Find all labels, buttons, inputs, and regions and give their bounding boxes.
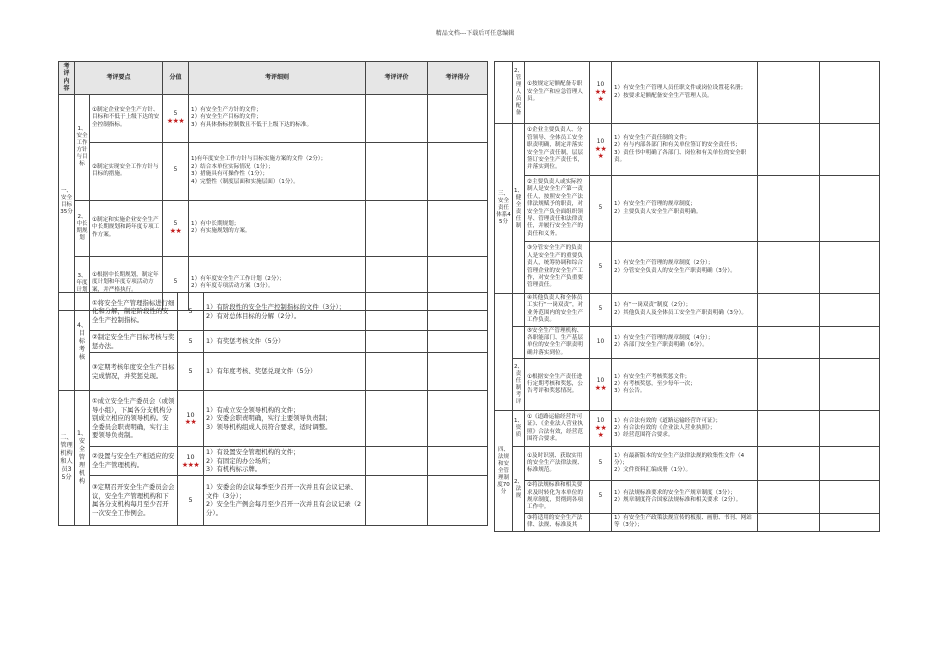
rule-cell: 1）安委会的会议每季至少召开一次并且有会议记录、文件（3分）； 2）安全生产例会每月至少召开一次并且有会议记录（2分）。 [204, 475, 366, 525]
got-score-cell[interactable] [820, 294, 880, 327]
table-row [495, 326, 880, 359]
evaluation-cell[interactable] [366, 475, 428, 525]
got-score-cell[interactable] [820, 124, 880, 176]
rule-cell: 1）有年度安全生产工作计划（2分）； 2）有年度专项活动方案（3分）。 [189, 256, 366, 310]
evaluation-cell[interactable] [758, 124, 820, 176]
point-cell: ②将法规标准和相关要求及时转化为本单位的规章制度，贯彻到各项工作中。 [525, 481, 590, 514]
table-row [495, 176, 880, 242]
rule-cell: 1）有安全生产考核奖惩文件； 2）有考核奖惩，至少每年一次； 3）有公告。 [612, 359, 758, 411]
score-cell [590, 359, 612, 411]
table-row [59, 475, 488, 525]
point-cell: ①根据安全生产责任进行定期考核和奖惩，公告考评和奖惩情况。 [525, 359, 590, 411]
point-cell: ⑤安全生产管理机构、各职能部门、生产基层单位的安全生产职责明确并落实到位。 [525, 326, 590, 359]
got-score-cell[interactable] [820, 176, 880, 242]
rule-cell: 1）有阶段性的安全生产控制指标的文件（3分）； 2）有对总体目标的分解（2分）。 [204, 293, 366, 331]
evaluation-cell[interactable] [758, 326, 820, 359]
score-cell [590, 242, 612, 294]
evaluation-cell[interactable] [758, 481, 820, 514]
score-cell [590, 481, 612, 514]
got-score-cell[interactable] [428, 142, 488, 200]
score-value: 5 [188, 337, 193, 346]
star-rating: ★★★ [594, 145, 607, 161]
score-value: 10 [596, 81, 605, 88]
evaluation-cell[interactable] [366, 447, 428, 476]
got-score-cell[interactable] [428, 447, 488, 476]
header-score: 分值 [163, 62, 189, 95]
score-cell [590, 176, 612, 242]
point-cell: ③定期考核年度安全生产目标完成情况，并奖惩兑现。 [90, 353, 178, 391]
table-row [495, 294, 880, 327]
score-cell [163, 94, 189, 142]
score-value: 10 [186, 453, 195, 462]
rule-cell: 1）有成立安全领导机构的文件； 2）安委会职责明确，实行主要领导负责制； 3）领导机构组成人员符合要求，适时调整。 [204, 391, 366, 447]
evaluation-table-right-lower [494, 293, 880, 532]
rule-cell: 1）有安全生产责任制的文件； 2）有与内部各部门和有关单位签订的安全责任书； 3）责任书中明确了各部门、岗位和有关单位的安全职责。 [612, 124, 758, 176]
star-rating: ★★ [594, 383, 607, 392]
subcategory-cell [513, 326, 525, 359]
score-value: 10 [596, 377, 605, 384]
got-score-cell[interactable] [428, 331, 488, 353]
star-rating: ★★★ [594, 88, 607, 104]
evaluation-cell[interactable] [366, 391, 428, 447]
rule-cell: 1）有合法有效的《道路运输经营许可证》； 2）有合法有效的《企业法人营业执照》； 3）经营范围符合要求。 [612, 411, 758, 447]
page-header: 精品文档---下载后可任意编辑 [435, 30, 515, 37]
star-rating: ★★ [184, 418, 197, 427]
point-cell: ①企业主要负责人、分管领导、全体员工安全职责明确，制定并落实安全生产责任制，层层签订安全生产责任书，并落实到位。 [525, 124, 590, 176]
evaluation-cell[interactable] [366, 353, 428, 391]
score-cell [590, 62, 612, 124]
evaluation-cell[interactable] [758, 62, 820, 124]
table-row [59, 391, 488, 447]
header-points: 考评要点 [75, 62, 163, 95]
category-cell [59, 293, 75, 391]
got-score-cell[interactable] [428, 391, 488, 447]
subcategory-cell: 1、健全责任制 [513, 124, 525, 294]
point-cell: ①成立安全生产委员会（或领导小组），下属各分支机构分别成立相应的领导机构。安全委员会职责明确，实行主要领导负责制。 [90, 391, 178, 447]
point-cell: ①将安全生产管理指标进行细化和分解，制定阶段性的安全生产控制指标。 [90, 293, 178, 331]
rule-cell: 1）有安全生产管理人员任职文件或岗位设置花名册； 2）按要求足额配备安全生产管理人员。 [612, 62, 758, 124]
table-row [59, 353, 488, 391]
table-row [495, 513, 880, 531]
score-cell [178, 331, 204, 353]
subcategory-cell [513, 294, 525, 327]
score-value: 5 [598, 306, 603, 313]
score-value: 10 [596, 338, 605, 345]
star-rating: ★★★ [166, 117, 185, 126]
evaluation-cell[interactable] [758, 359, 820, 411]
evaluation-cell[interactable] [758, 176, 820, 242]
star-rating: ★★★ [181, 460, 200, 469]
header-content: 考评内容 [59, 62, 75, 95]
rule-cell: 1）有中长期规划； 2）有实施规划的方案。 [189, 200, 366, 256]
table-row [495, 411, 880, 447]
rule-cell: 1）有安全生产管理的规章制度（4分）； 2）各部门安全生产职责明确（6分）。 [612, 326, 758, 359]
score-value: 10 [596, 418, 605, 425]
rule-cell: 1）有设置安全管理机构的文件； 2）有固定的办公场所； 3）有机构标示牌。 [204, 447, 366, 476]
table-row [495, 242, 880, 294]
got-score-cell[interactable] [820, 481, 880, 514]
table-row [495, 124, 880, 176]
evaluation-table-left [58, 61, 488, 311]
evaluation-cell[interactable] [366, 142, 428, 200]
table-row [59, 331, 488, 353]
evaluation-table-left-lower [58, 292, 488, 526]
point-cell: ①根据中长期规划，制定年度计划和年度专项活动方案，并严格执行。 [90, 256, 163, 310]
point-cell: ③定期召开安全生产委员会会议，安全生产管理机构和下属各分支机构每月至少召开一次安全工作例会。 [90, 475, 178, 525]
table-row [495, 447, 880, 481]
category-cell [495, 62, 513, 124]
subcategory-cell: 2、中长期规划 [75, 200, 90, 256]
subcategory-cell: 4、目标考核 [75, 293, 90, 391]
evaluation-cell[interactable] [366, 293, 428, 331]
point-cell: ②制定实现安全工作方针与目标的措施。 [90, 142, 163, 200]
category-cell: 三、安全责任体系45分 [495, 124, 513, 294]
score-cell [163, 200, 189, 256]
score-value: 5 [173, 167, 178, 174]
got-score-cell[interactable] [820, 326, 880, 359]
score-value: 5 [598, 493, 603, 500]
evaluation-cell[interactable] [366, 94, 428, 142]
score-cell [590, 447, 612, 481]
table-row [59, 447, 488, 476]
table-row [495, 359, 880, 411]
category-cell [495, 294, 513, 411]
rule-cell: 1）有年度考核、奖惩兑现文件（5分） [204, 353, 366, 391]
score-value: 5 [173, 110, 178, 117]
rule-cell: 1）有最新版本的安全生产法律法规的收集性文件（4分）； 2）文件资料汇编成册（1分）。 [612, 447, 758, 481]
point-cell: ①按规定足额配备专职安全生产和应急管理人员。 [525, 62, 590, 124]
score-value: 5 [188, 307, 193, 316]
evaluation-cell[interactable] [758, 447, 820, 481]
got-score-cell[interactable] [428, 293, 488, 331]
subcategory-cell: 2、法规 [513, 447, 525, 532]
point-cell: ③将适用的安全生产法律、法规、标准及其 [525, 513, 590, 531]
table-row [59, 293, 488, 331]
rule-cell: 1）有安全生产管理的规章制度（2分）； 2）分管安全负责人的安全生产职责明确（3分）。 [612, 242, 758, 294]
score-cell [590, 411, 612, 447]
got-score-cell[interactable] [820, 62, 880, 124]
score-cell [590, 513, 612, 531]
score-cell [590, 124, 612, 176]
category-cell: 四、法规和安全管理制度70分 [495, 411, 513, 532]
score-value: 5 [598, 204, 603, 211]
rule-cell: 1）有“一岗双责”制度（2分）； 2）其他负责人及全体员工安全生产职责明确（3分）。 [612, 294, 758, 327]
subcategory-cell: 1、安全工作方针与目标 [75, 94, 90, 200]
score-value: 5 [188, 367, 193, 376]
rule-cell: 1）有奖惩考核文件（5分） [204, 331, 366, 353]
table-row [59, 94, 488, 142]
score-cell [178, 353, 204, 391]
got-score-cell[interactable] [428, 94, 488, 142]
score-value: 5 [188, 495, 193, 504]
score-cell [178, 391, 204, 447]
got-score-cell[interactable] [428, 475, 488, 525]
star-rating: ★★ [169, 227, 182, 236]
point-cell: ②设置与安全生产相适应的安全生产管理机构。 [90, 447, 178, 476]
table-row [495, 481, 880, 514]
point-cell: ①《道路运输经营许可证》、《企业法人营业执照》合法有效，经营范围符合要求。 [525, 411, 590, 447]
table-row [59, 200, 488, 256]
got-score-cell[interactable] [820, 411, 880, 447]
table-row [495, 62, 880, 124]
category-cell: 二、管理机构和人员35分 [59, 391, 75, 526]
got-score-cell[interactable] [820, 447, 880, 481]
rule-cell: 1）有安全生产方针的文件； 2）有安全生产目标的文件； 3）有具体指标控制数且不低于上级下达的标准。 [189, 94, 366, 142]
score-value: 5 [173, 279, 178, 286]
evaluation-cell[interactable] [366, 200, 428, 256]
subcategory-cell: 3、年度计划 [75, 256, 90, 310]
evaluation-cell[interactable] [758, 411, 820, 447]
header-evaluation: 考评评价 [366, 62, 428, 95]
subcategory-cell: 1、资质 [513, 411, 525, 447]
star-rating: ★★★ [594, 424, 607, 440]
header-rules: 考评细则 [189, 62, 366, 95]
header-got-score: 考评得分 [428, 62, 488, 95]
point-cell: ②主要负责人或实际控制人是安全生产第一责任人，按照安全生产法律法规赋予的职责，对安全生产负全面组织领导、管理责任和法律责任，并履行安全生产的责任和义务。 [525, 176, 590, 242]
point-cell: ①制定企业安全生产方针、目标和不低于上级下达的安全控制指标。 [90, 94, 163, 142]
score-cell [178, 293, 204, 331]
evaluation-table-right [494, 61, 880, 294]
evaluation-cell[interactable] [758, 513, 820, 531]
score-value: 10 [186, 410, 195, 419]
subcategory-cell: 2、责任制考评 [513, 359, 525, 411]
evaluation-cell[interactable] [758, 294, 820, 327]
rule-cell: 1）有法规标准要求的安全生产规章制度（3分）； 2）规章制度符合国家法规标准和相关要求（2分）。 [612, 481, 758, 514]
score-cell [178, 475, 204, 525]
score-cell [590, 294, 612, 327]
rule-cell: 1）有安全生产管理的规章制度； 2）主要负责人安全生产职责明确。 [612, 176, 758, 242]
category-cell: 一、安全目标35分 [59, 94, 75, 310]
got-score-cell[interactable] [820, 359, 880, 411]
table-row [59, 142, 488, 200]
rule-cell: 1)有年度安全工作方针与目标实施方案的文件（2分）； 2）结合本单位实际情况（1分）； 3）措施具有可操作性（1分）； 4）完整性（制度层面和实施层面）（1分）。 [189, 142, 366, 200]
point-cell: ①制定和实施企业安全生产中长期规划和跨年度专项工作方案。 [90, 200, 163, 256]
score-cell [178, 447, 204, 476]
score-cell [590, 326, 612, 359]
point-cell: ②制定安全生产目标考核与奖惩办法。 [90, 331, 178, 353]
subcategory-cell: 2、管理人员配备 [513, 62, 525, 124]
got-score-cell[interactable] [820, 513, 880, 531]
point-cell: ④其他负责人和全体员工实行“一岗双责”，对业务范围内的安全生产工作负责。 [525, 294, 590, 327]
evaluation-cell[interactable] [758, 242, 820, 294]
got-score-cell[interactable] [428, 200, 488, 256]
score-value: 5 [173, 220, 178, 227]
got-score-cell[interactable] [428, 353, 488, 391]
score-value: 5 [598, 263, 603, 270]
point-cell: ③分管安全生产的负责人是安全生产的重要负责人，统筹协调和综合管理企业的安全生产工作，对安全生产负重要管理责任。 [525, 242, 590, 294]
rule-cell: 1）有安全生产政策法规宣传的板报、画册、书刊、网站等（3分）； [612, 513, 758, 531]
score-value: 5 [598, 460, 603, 467]
subcategory-cell: 1、安全管理机构 [75, 391, 90, 526]
point-cell: ①及时识别、获取实用的安全生产法律法规、标准规范。 [525, 447, 590, 481]
evaluation-cell[interactable] [366, 331, 428, 353]
score-value: 10 [596, 138, 605, 145]
got-score-cell[interactable] [820, 242, 880, 294]
score-cell [163, 142, 189, 200]
